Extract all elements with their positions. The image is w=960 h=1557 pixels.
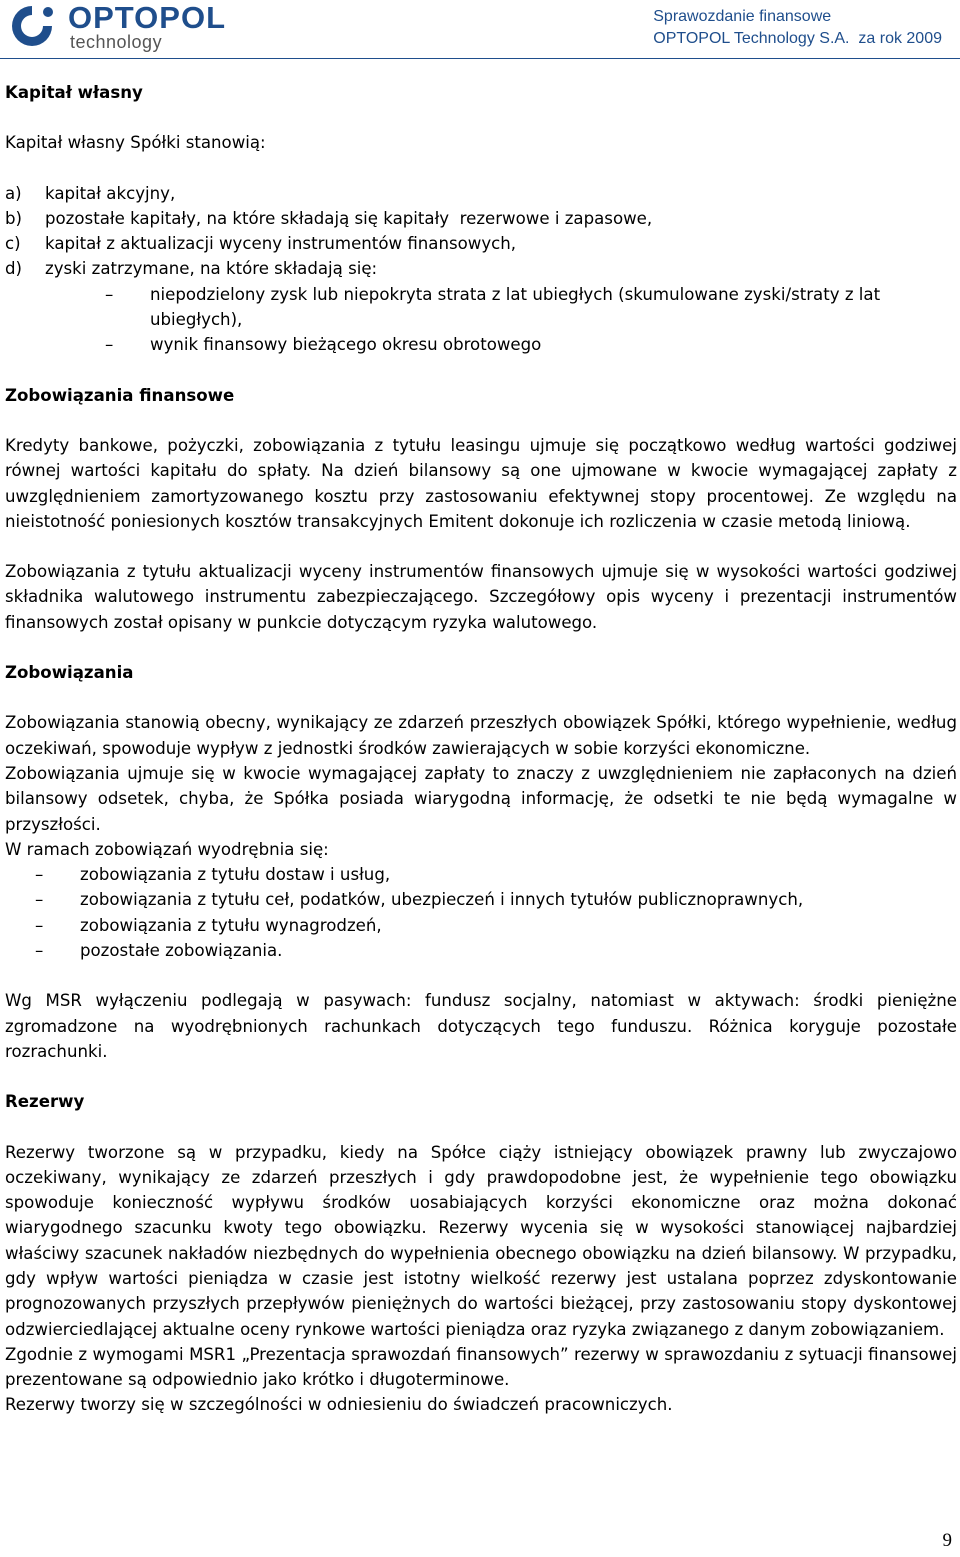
sub-list-item: – wynik finansowy bieżącego okresu obrotowego — [5, 332, 957, 357]
logo-subtext: technology — [70, 32, 163, 52]
company-logo — [0, 0, 240, 55]
list-item: – zobowiązania z tytułu wynagrodzeń, — [5, 913, 957, 938]
dash-marker: – — [105, 284, 114, 304]
paragraph: Rezerwy tworzy się w szczególności w odniesieniu do świadczeń pracowniczych. — [5, 1395, 673, 1415]
heading-zobowiazania: Zobowiązania — [5, 663, 134, 683]
paragraph: Rezerwy tworzone są w przypadku, kiedy na Spółce ciąży istniejący obowiązek prawny lub zwyczajowo oczekiwany, wynikający ze zdarzeń przeszłych i gdy prawdopodobne jest, że wypełnienie tego obowiązku spowoduje konieczność wypływu środków uosabiających korzyści ekonomiczne oraz można dokonać wiarygodnego szacunku kwoty tego obowiązku. Rezerwy wycenia się w wysokości stanowiącej najbardziej właściwy szacunek nakładów niezbędnych do wypełnienia obecnego obowiązku na dzień bilansowy. W przypadku, gdy wpływ wartości pieniądza w czasie jest istotny wielkość rezerwy jest ustalana poprzez zdyskontowanie prognozowanych przyszłych przepływów pieniężnych do wartości bieżącej, przy zastosowaniu stopy dyskontowej odzwierciedlającej aktualne oceny rynkowe wartości pieniądza oraz ryzyka związanego z danym zobowiązaniem. — [5, 1142, 957, 1339]
heading-zobowiazania-finansowe: Zobowiązania finansowe — [5, 385, 235, 405]
list-item: – zobowiązania z tytułu dostaw i usług, — [5, 862, 957, 887]
page-number: 9 — [942, 1530, 952, 1551]
paragraph: Kredyty bankowe, pożyczki, zobowiązania z tytułu leasingu ujmuje się początkowo według wartości godziwej równej wartości kapitału do spłaty. Na dzień bilansowy są one ujmowane w kwocie wymagającej zapłaty z uwzględnieniem zamortyzowanego kosztu przy zastosowaniu efektywnej stopy procentowej. Ze względu na nieistotność poniesionych kosztów transakcyjnych Emitent dokonuje ich rozliczenia w czasie metodą liniową. — [5, 435, 957, 531]
dash-marker: – — [35, 915, 44, 935]
list-item: – zobowiązania z tytułu ceł, podatków, ubezpieczeń i innych tytułów publicznoprawnych, — [5, 887, 957, 912]
dash-marker: – — [35, 941, 44, 961]
list-item: a) kapitał akcyjny, — [5, 183, 176, 203]
header-divider — [0, 58, 960, 59]
paragraph: Zobowiązania ujmuje się w kwocie wymagającej zapłaty to znaczy z uwzględnieniem nie zapłaconych na dzień bilansowy odsetek, chyba, że Spółka posiada wiarygodną informację, że odsetki te nie będą wymagalne w przyszłości. — [5, 763, 957, 834]
paragraph: Zgodnie z wymogami MSR1 „Prezentacja sprawozdań finansowych” rezerwy w sprawozdaniu z sytuacji finansowej prezentowane są odpowiednio jako krótko i długoterminowe. — [5, 1344, 957, 1390]
dash-marker: – — [35, 890, 44, 910]
list-item: b) pozostałe kapitały, na które składają się kapitały rezerwowe i zapasowe, — [5, 208, 653, 228]
paragraph: Zobowiązania z tytułu aktualizacji wyceny instrumentów finansowych ujmuje się w wysokości wartości godziwej składnika walutowego instrumentu zabezpieczającego. Szczegółowy opis wyceny i prezentacji instrumentów finansowych został opisany w punkcie dotyczącym ryzyka walutowego. — [5, 562, 957, 632]
list-item: c) kapitał z aktualizacji wyceny instrumentów finansowych, — [5, 234, 517, 254]
report-company-year: OPTOPOL Technology S.A. za rok 2009 — [653, 30, 942, 47]
report-title: Sprawozdanie finansowe — [653, 8, 832, 25]
paragraph: Wg MSR wyłączeniu podlegają w pasywach: fundusz socjalny, natomiast w aktywach: środki pieniężne zgromadzone na wyodrębnionych rachunkach dotyczących tego funduszu. Różnica koryguje pozostałe rozrachunki. — [5, 991, 957, 1061]
sub-list-item: – niepodzielony zysk lub niepokryta strata z lat ubiegłych (skumulowane zyski/straty z lat ubiegłych), — [5, 282, 957, 333]
heading-kapital: Kapitał własny — [5, 83, 143, 102]
logo-mark-icon — [2, 0, 64, 55]
report-header — [653, 6, 942, 50]
dash-marker: – — [35, 865, 44, 885]
paragraph: W ramach zobowiązań wyodrębnia się: — [5, 839, 329, 859]
kapital-intro: Kapitał własny Spółki stanowią: — [5, 133, 266, 153]
heading-rezerwy: Rezerwy — [5, 1092, 85, 1112]
list-item: d) zyski zatrzymane, na które składają się: — [5, 259, 378, 279]
document-body — [5, 80, 957, 1418]
list-item: – pozostałe zobowiązania. — [5, 938, 957, 963]
logo-text: OPTOPOL — [68, 0, 227, 35]
dash-marker: – — [105, 335, 114, 355]
paragraph: Zobowiązania stanowią obecny, wynikający ze zdarzeń przeszłych obowiązek Spółki, którego wypełnienie, według oczekiwań, spowoduje wypływ z jednostki środków zawierających w sobie korzyści ekonomiczne. — [5, 713, 957, 758]
